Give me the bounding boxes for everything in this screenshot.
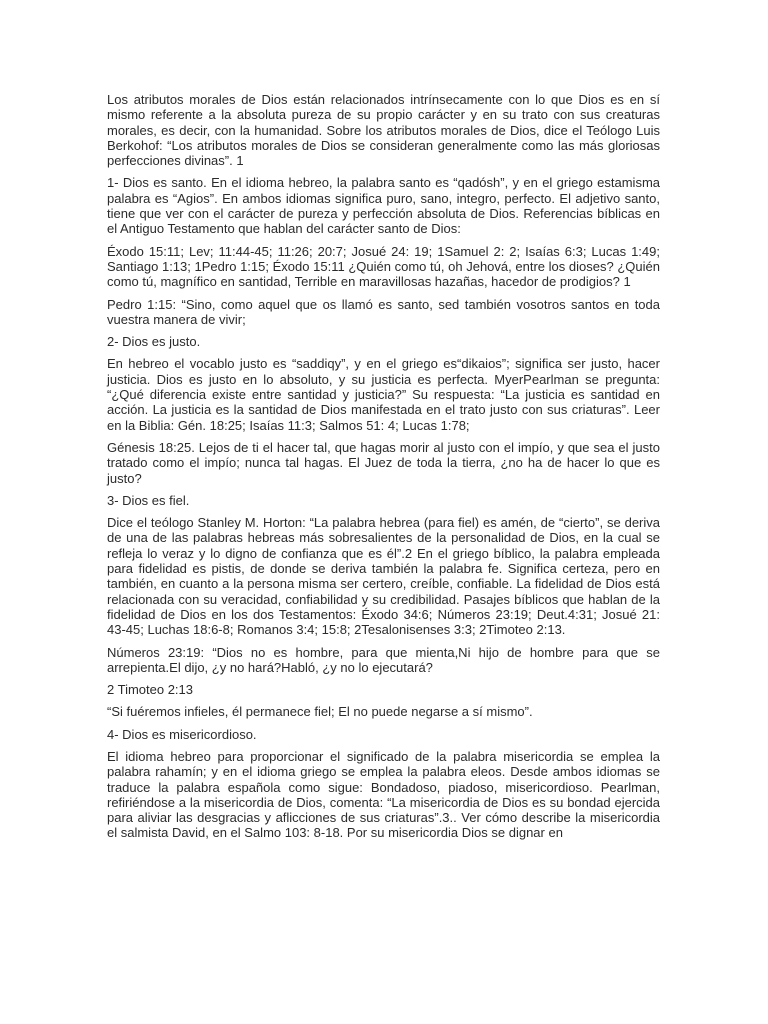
timoteo-quote-paragraph: “Si fuéremos infieles, él permanece fiel; El no puede negarse a sí mismo”. xyxy=(107,704,533,720)
section-3-paragraph: Dice el teólogo Stanley M. Horton: “La palabra hebrea (para fiel) es amén, de “cierto”, se deriva de una de las palabras hebreas más sobresalientes de la personalidad de Dios, en la cual se refleja lo veraz y lo digno de confianza que es él”.2 En el griego bíblico, la palabra empleada para fidelidad es pistis, de donde se deriva también la palabra fe. Significa certeza, pero en también, en cuanto a la persona misma ser certero, creíble, confiable. La fidelidad de Dios está relacionada con su veracidad, confiabilidad y su credibilidad. Pasajes bíblicos que hablan de la fidelidad de Dios en los dos Testamentos: Éxodo 34:6; Números 23:19; Deut.4:31; Josué 21: 43-45; Luchas 18:6-8; Romanos 3:4; 15:8; 2Tesalonisenses 3:3; 2Timoteo 2:13. xyxy=(107,515,660,638)
section-3-heading: 3- Dios es fiel. xyxy=(107,492,190,508)
references-paragraph: Éxodo 15:11; Lev; 11:44-45; 11:26; 20:7; Josué 24: 19; 1Samuel 2: 2; Isaías 6:3; Lucas 1:49; Santiago 1:13; 1Pedro 1:15; Éxodo 15:11 ¿Quién como tú, oh Jehová, entre los dioses? ¿Quién como tú, magnífico en santidad, Terrible en maravillosas hazañas, hacedor de prodigios? 1 xyxy=(107,243,660,290)
document-page xyxy=(107,92,660,848)
timoteo-reference: 2 Timoteo 2:13 xyxy=(107,682,193,698)
numeros-quote-paragraph: Números 23:19: “Dios no es hombre, para que mienta,Ni hijo de hombre para que se arrepienta.El dijo, ¿y no hará?Habló, ¿y no lo ejecutará? xyxy=(107,644,660,675)
intro-paragraph: Los atributos morales de Dios están relacionados intrínsecamente con lo que Dios es en sí mismo referente a la absoluta pureza de su propio carácter y en su trato con sus creaturas morales, es decir, con la humanidad. Sobre los atributos morales de Dios, dice el Teólogo Luis Berkohof: “Los atributos morales de Dios se consideran generalmente como las más gloriosas perfecciones divinas”. 1 xyxy=(107,92,660,169)
section-1-paragraph: 1- Dios es santo. En el idioma hebreo, la palabra santo es “qadósh”, y en el griego estamisma palabra es “Agios”. En ambos idiomas significa puro, sano, integro, perfecto. El adjetivo santo, tiene que ver con el carácter de pureza y perfección absoluta de Dios. Referencias bíblicas en el Antiguo Testamento que hablan del carácter santo de Dios: xyxy=(107,175,660,237)
section-4-paragraph: El idioma hebreo para proporcionar el significado de la palabra misericordia se emplea la palabra rahamín; y en el idioma griego se emplea la palabra eleos. Desde ambos idiomas se traduce la palabra española como sigue: Bondadoso, piadoso, misericordioso. Pearlman, refiriéndose a la misericordia de Dios, comenta: “La misericordia de Dios es su bondad ejercida para aliviar las desgracias y aflicciones de sus criaturas”.3.. Ver cómo describe la misericordia el salmista David, en el Salmo 103: 8-18. Por su misericordia Dios se dignar en xyxy=(107,748,660,841)
pedro-quote-paragraph: Pedro 1:15: “Sino, como aquel que os llamó es santo, sed también vosotros santos en toda vuestra manera de vivir; xyxy=(107,296,660,327)
section-4-heading: 4- Dios es misericordioso. xyxy=(107,726,257,742)
section-2-heading: 2- Dios es justo. xyxy=(107,334,201,350)
section-2-paragraph: En hebreo el vocablo justo es “saddiqy”, y en el griego es“dikaios”; significa ser justo, hacer justicia. Dios es justo en lo absoluto, y su justicia es perfecta. MyerPearlman se pregunta: “¿Qué diferencia existe entre santidad y justicia?” Su respuesta: “La justicia es santidad en acción. La justicia es la santidad de Dios manifestada en el trato justo con sus criaturas”. Leer en la Biblia: Gén. 18:25; Isaías 11:3; Salmos 51: 4; Lucas 1:78; xyxy=(107,356,660,433)
genesis-quote-paragraph: Génesis 18:25. Lejos de ti el hacer tal, que hagas morir al justo con el impío, y que sea el justo tratado como el impío; nunca tal hagas. El Juez de toda la tierra, ¿no ha de hacer lo que es justo? xyxy=(107,439,660,486)
